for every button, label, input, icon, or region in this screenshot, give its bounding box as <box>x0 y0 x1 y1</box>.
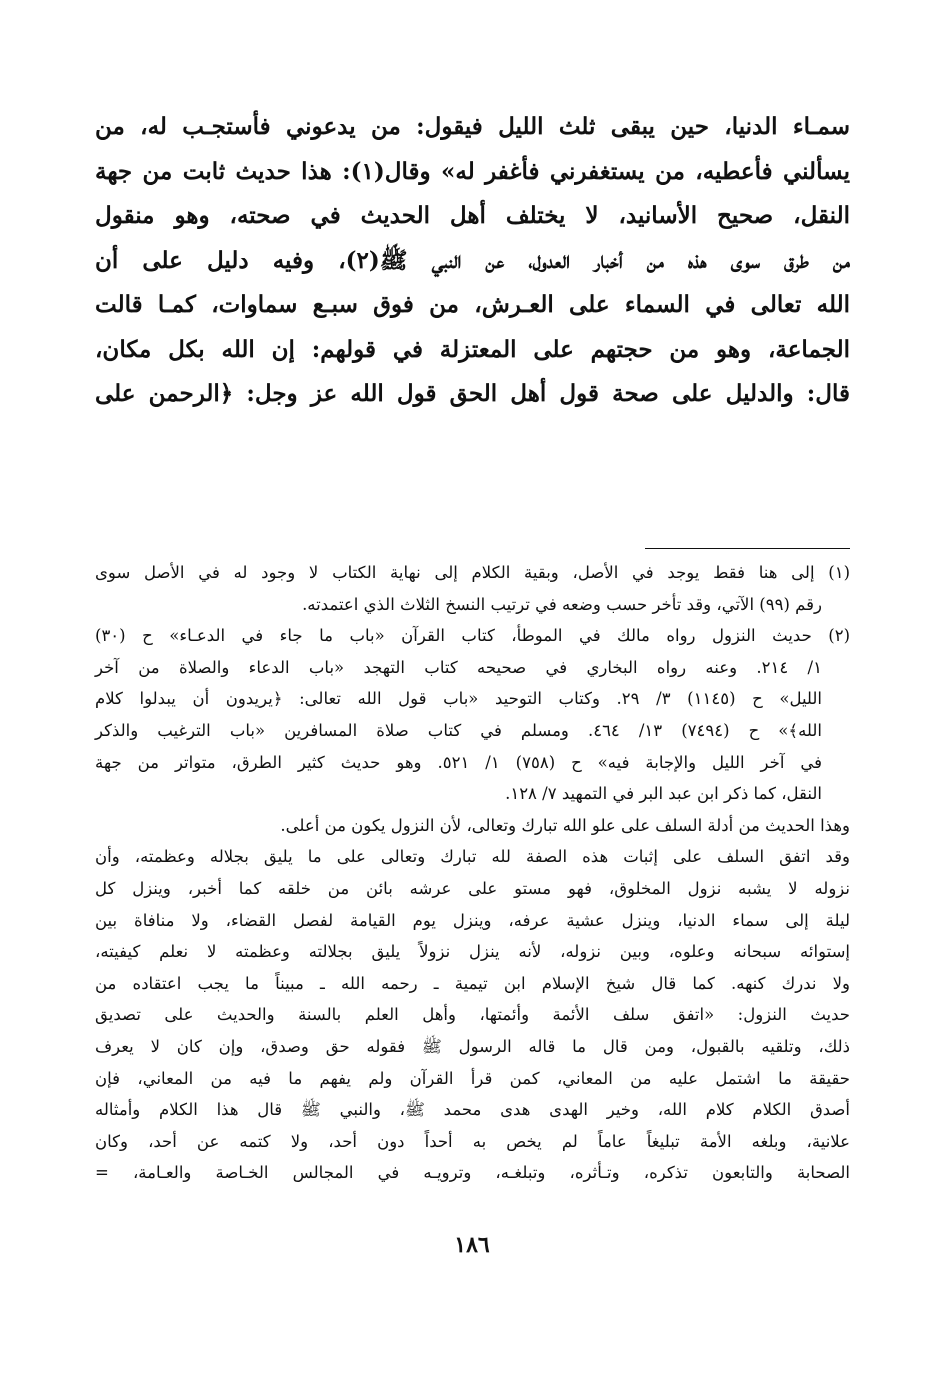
main-text-line: الجماعة، وهو من حجتهم على المعتزلة في قولهم: إن الله بكل مكان، <box>95 335 850 363</box>
main-text-line: النقل، صحيح الأسانيد، لا يختلف أهل الحديث في صحته، وهو منقول <box>95 202 850 229</box>
main-text-line: قال: والدليل على صحة قول أهل الحق قول الله عز وجل: ﴿الرحمن على <box>95 380 850 407</box>
footnote-line: الله﴾» ح (٧٤٩٤) ١٣/ ٤٦٤. ومسلم في كتاب صلاة المسافرين «باب الترغيب والذكر <box>95 720 822 740</box>
footnote-line: الصحابة والتابعون تذكره، وتـأثره، وتبلغـه، وترويـه في المجالس الخـاصة والعـامة، = <box>95 1163 850 1183</box>
main-text-line: من طرق سوى هذه من أخبار العدول، عن النبي ﷺ(٢)، وفيه دليل على أن <box>95 246 851 274</box>
main-text-line: الله تعالى في السماء على العـرش، من فوق سبـع سماوات، كمـا قالت <box>95 291 850 318</box>
footnotes <box>95 557 850 1189</box>
footnote-line: حديث النزول: «اتفق سلف الأئمة وأئمتها، وأهل العلم بالسنة والحديث على تصديق <box>95 1005 850 1025</box>
main-text <box>95 105 850 417</box>
footnote-line: وقد اتفق السلف على إثبات هذه الصفة لله تبارك وتعالى على ما يليق بجلاله وعظمته، وأن <box>95 847 850 867</box>
footnote-line: إستوائه سبحانه وعلوه، وبين نزوله، لأنه ينزل نزولاً يليق بجلالته وعظمته لا نعلم كيفيته، <box>95 942 850 962</box>
footnote-line: ذلك، وتلقيه بالقبول، ومن قال ما قاله الرسول ﷺ فقوله حق وصدق، وإن كان لا يعرف <box>95 1036 850 1056</box>
footnote-line: في آخر الليل والإجابة فيه» ح (٧٥٨) ١/ ٥٢١. وهو حديث كثير الطرق، متواتر من جهة <box>95 752 822 772</box>
footnote-line: (١) إلى هنا فقط يوجد في الأصل، وبقية الكلام إلى نهاية الكتاب لا وجود له في الأصل سوى <box>95 563 851 582</box>
footnote-line: ولا ندرك كنهه. كما قال شيخ الإسلام ابن تيمية ـ رحمه الله ـ مبيناً ما يجب اعتقاده من <box>95 973 850 993</box>
footnote-line: أصدق الكلام كلام الله، وخير الهدى هدى محمد ﷺ، والنبي ﷺ قال هذا الكلام وأمثاله <box>95 1100 850 1120</box>
footnote-separator <box>645 548 850 549</box>
footnote-line: النقل، كما ذكر ابن عبد البر في التمهيد ٧/ ١٢٨. <box>505 784 822 804</box>
footnote-line: علانية، وبلغه الأمة تبليغاً عاماً لم يخص به أحداً دون أحد، ولا كتمه عن أحد، وكان <box>95 1131 850 1151</box>
main-text-line: سمـاء الدنيا، حين يبقى ثلث الليل فيقول: من يدعوني فأستجـب له، من <box>95 113 850 140</box>
footnote-line: (٢) حديث النزول رواه مالك في الموطأ، كتاب القرآن «باب ما جاء في الدعـاء» ح (٣٠) <box>95 626 850 646</box>
footnote-line: رقم (٩٩) الآتي، وقد تأخر حسب وضعه في ترتيب النسخ الثلاث الذي اعتمدته. <box>302 594 822 614</box>
page-body <box>95 105 851 1183</box>
footnote-line: ١/ ٢١٤. وعنه رواه البخاري في صحيحه كتاب التهجد «باب الدعاء والصلاة من آخر <box>95 657 822 677</box>
footnote-line: نزوله لا يشبه نزول المخلوق، فهو مستو على عرشه بائن من خلقه كما أخبر، وينزل كل <box>95 878 850 898</box>
page-number: ١٨٦ <box>454 1232 490 1258</box>
footnote-line: وهذا الحديث من أدلة السلف على علو الله تبارك وتعالى، لأن النزول يكون من أعلى. <box>280 815 850 835</box>
footnote-line: حقيقة ما اشتمل عليه من المعاني، كمن قرأ القرآن ولم يفهم ما فيه من المعاني، فإن <box>95 1068 850 1088</box>
footnote-line: ليلة إلى سماء الدنيا، وينزل عشية عرفه، وينزل يوم القيامة لفصل القضاء، ولا منافاة بين <box>95 910 850 930</box>
main-text-line: يسألني فأعطيه، من يستغفرني فأغفر له» وقال(١): هذا حديث ثابت من جهة <box>95 157 850 185</box>
footnote-line: الليل» ح (١١٤٥) ٣/ ٢٩. وكتاب التوحيد «باب قول الله تعالى: ﴿يريدون أن يبدلوا كلام <box>95 689 823 709</box>
